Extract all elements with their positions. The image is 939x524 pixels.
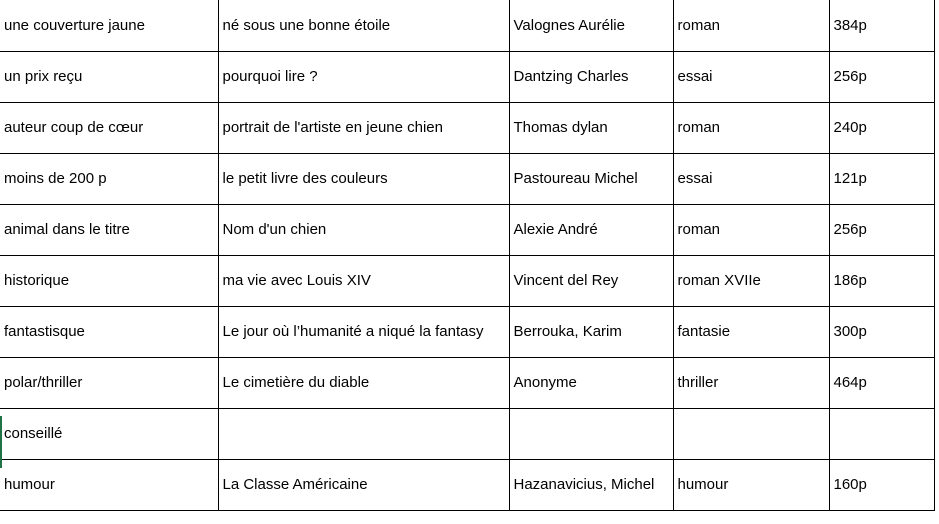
- pages-cell[interactable]: 464p: [829, 357, 934, 408]
- author-cell[interactable]: Valognes Aurélie: [509, 0, 673, 51]
- table-row: [0, 51, 934, 102]
- category-cell[interactable]: fantastisque: [0, 306, 218, 357]
- author-cell[interactable]: Anonyme: [509, 357, 673, 408]
- table-row: [0, 306, 934, 357]
- category-cell[interactable]: auteur coup de cœur: [0, 102, 218, 153]
- genre-cell[interactable]: essai: [673, 153, 829, 204]
- category-cell[interactable]: moins de 200 p: [0, 153, 218, 204]
- pages-cell[interactable]: 256p: [829, 51, 934, 102]
- title-cell[interactable]: né sous une bonne étoile: [218, 0, 509, 51]
- category-cell[interactable]: polar/thriller: [0, 357, 218, 408]
- pages-cell[interactable]: 256p: [829, 204, 934, 255]
- table-row: [0, 255, 934, 306]
- author-cell[interactable]: Thomas dylan: [509, 102, 673, 153]
- table-row: [0, 153, 934, 204]
- author-cell[interactable]: Alexie André: [509, 204, 673, 255]
- genre-cell[interactable]: roman: [673, 204, 829, 255]
- table-row: [0, 0, 934, 51]
- pages-cell[interactable]: 121p: [829, 153, 934, 204]
- title-cell[interactable]: La Classe Américaine: [218, 459, 509, 510]
- genre-cell[interactable]: roman: [673, 0, 829, 51]
- title-cell[interactable]: [218, 408, 509, 459]
- category-cell[interactable]: animal dans le titre: [0, 204, 218, 255]
- category-cell[interactable]: une couverture jaune: [0, 0, 218, 51]
- pages-cell[interactable]: [829, 408, 934, 459]
- title-cell[interactable]: Le jour où l’humanité a niqué la fantasy: [218, 306, 509, 357]
- genre-cell[interactable]: fantasie: [673, 306, 829, 357]
- title-cell[interactable]: Le cimetière du diable: [218, 357, 509, 408]
- category-cell[interactable]: historique: [0, 255, 218, 306]
- pages-cell[interactable]: 160p: [829, 459, 934, 510]
- category-cell[interactable]: un prix reçu: [0, 51, 218, 102]
- genre-cell[interactable]: roman: [673, 102, 829, 153]
- pages-cell[interactable]: 384p: [829, 0, 934, 51]
- author-cell[interactable]: Pastoureau Michel: [509, 153, 673, 204]
- title-cell[interactable]: le petit livre des couleurs: [218, 153, 509, 204]
- author-cell[interactable]: Vincent del Rey: [509, 255, 673, 306]
- category-cell[interactable]: conseillé: [0, 408, 218, 459]
- genre-cell[interactable]: [673, 408, 829, 459]
- pages-cell[interactable]: 186p: [829, 255, 934, 306]
- author-cell[interactable]: Hazanavicius, Michel: [509, 459, 673, 510]
- table-row: [0, 408, 934, 459]
- genre-cell[interactable]: humour: [673, 459, 829, 510]
- author-cell[interactable]: Berrouka, Karim: [509, 306, 673, 357]
- author-cell[interactable]: Dantzing Charles: [509, 51, 673, 102]
- table-row: [0, 204, 934, 255]
- title-cell[interactable]: Nom d'un chien: [218, 204, 509, 255]
- category-cell[interactable]: humour: [0, 459, 218, 510]
- title-cell[interactable]: portrait de l'artiste en jeune chien: [218, 102, 509, 153]
- pages-cell[interactable]: 240p: [829, 102, 934, 153]
- title-cell[interactable]: pourquoi lire ?: [218, 51, 509, 102]
- pages-cell[interactable]: 300p: [829, 306, 934, 357]
- genre-cell[interactable]: roman XVIIe: [673, 255, 829, 306]
- title-cell[interactable]: ma vie avec Louis XIV: [218, 255, 509, 306]
- author-cell[interactable]: [509, 408, 673, 459]
- active-row-marker: [0, 416, 2, 468]
- table-row: [0, 102, 934, 153]
- genre-cell[interactable]: thriller: [673, 357, 829, 408]
- genre-cell[interactable]: essai: [673, 51, 829, 102]
- table-row: [0, 357, 934, 408]
- table-row: [0, 459, 934, 510]
